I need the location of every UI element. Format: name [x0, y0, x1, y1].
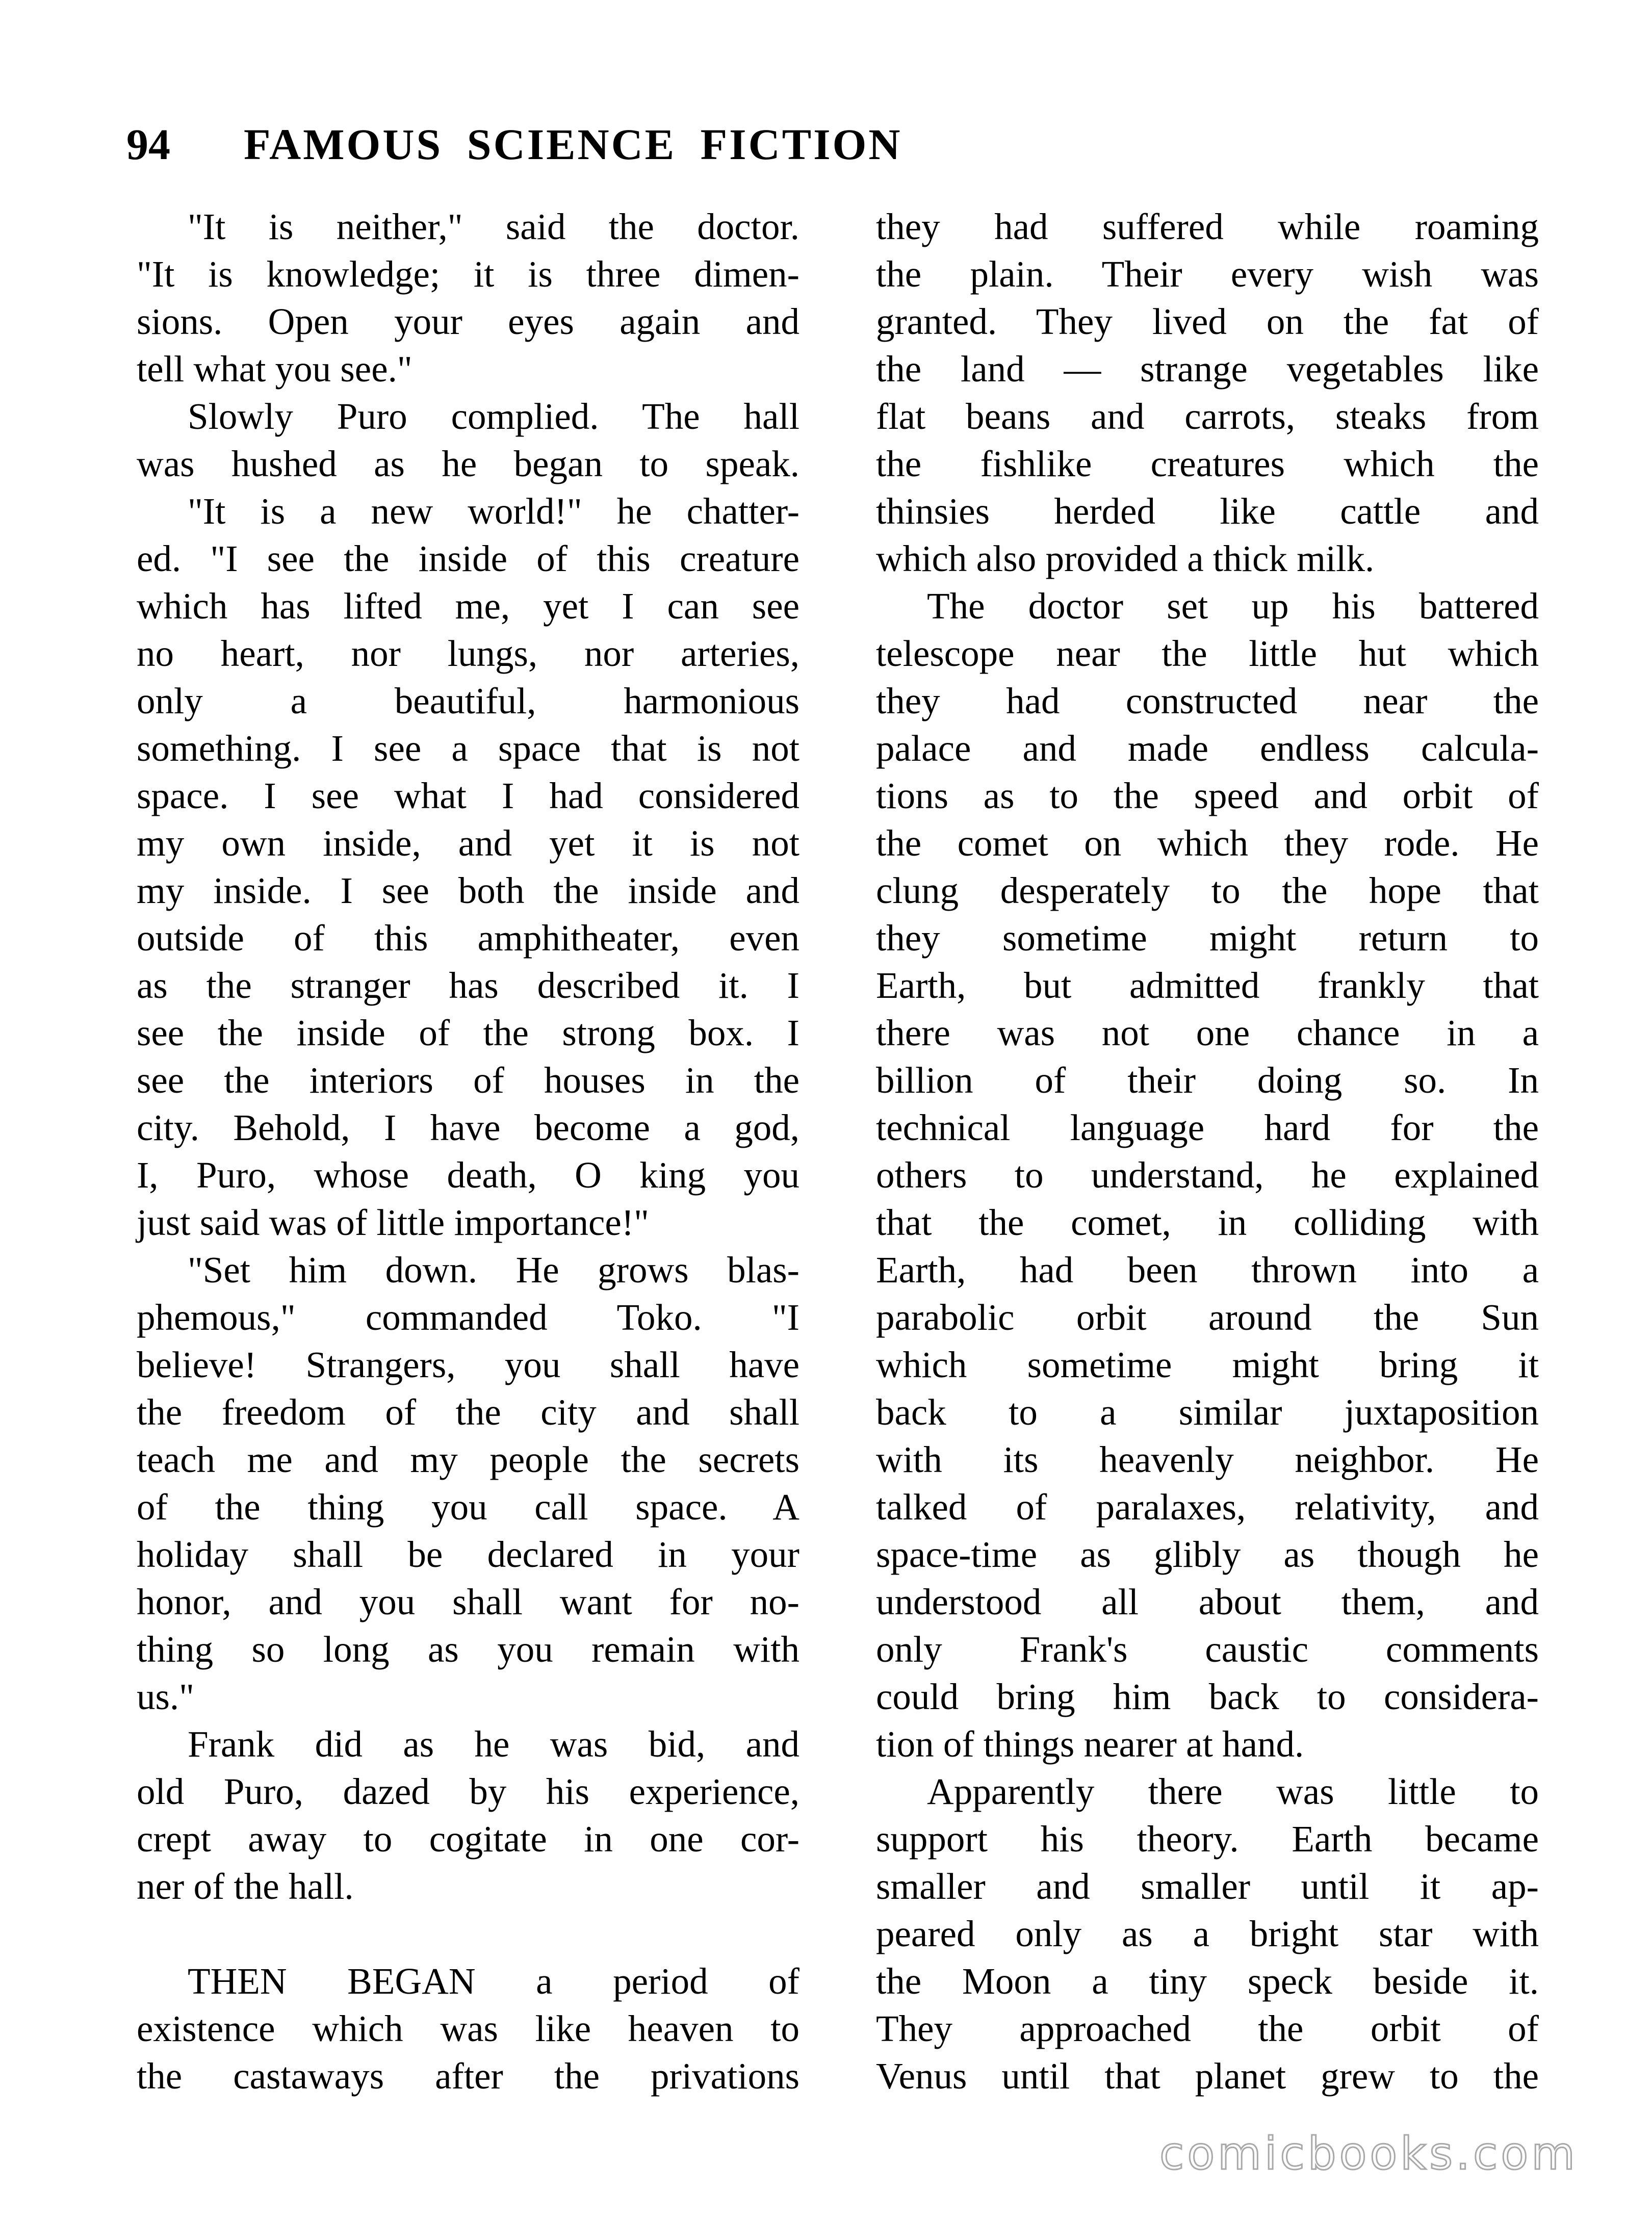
text-line: which has lifted me, yet I can see — [137, 585, 799, 627]
text-line: back to a similar juxtaposition — [876, 1391, 1539, 1433]
text-line: Apparently there was little to — [927, 1771, 1539, 1812]
text-line: existence which was like heaven to — [137, 2008, 799, 2049]
text-line: phemous," commanded Toko. "I — [137, 1297, 799, 1338]
section-break — [137, 1910, 799, 1957]
text-line: space-time as glibly as though he — [876, 1534, 1539, 1575]
text-line: "Set him down. He grows blas- — [188, 1249, 799, 1291]
text-line: the land — strange vegetables like — [876, 348, 1539, 390]
text-line: which also provided a thick milk. — [876, 538, 1375, 579]
page-number: 94 — [126, 120, 170, 169]
text-line: of the thing you call space. A — [137, 1486, 799, 1528]
text-line: holiday shall be declared in your — [137, 1534, 799, 1575]
text-line: clung desperately to the hope that — [876, 870, 1539, 911]
text-line: the castaways after the privations — [137, 2055, 799, 2097]
running-title: FAMOUS SCIENCE FICTION — [244, 120, 902, 169]
text-line: they had constructed near the — [876, 680, 1539, 721]
text-line: The doctor set up his battered — [927, 585, 1539, 627]
text-line: sions. Open your eyes again and — [137, 301, 799, 342]
text-line: something. I see a space that is not — [137, 728, 799, 769]
text-line: my own inside, and yet it is not — [137, 822, 799, 864]
text-line: I, Puro, whose death, O king you — [137, 1154, 799, 1196]
text-line: the plain. Their every wish was — [876, 253, 1539, 295]
left-column — [137, 203, 799, 2100]
text-line: thing so long as you remain with — [137, 1629, 799, 1670]
text-line: my inside. I see both the inside and — [137, 870, 799, 911]
site-watermark: comicbooks.com — [1159, 2127, 1578, 2180]
text-line: Slowly Puro complied. The hall — [188, 396, 799, 437]
text-line: palace and made endless calcula- — [876, 728, 1539, 769]
text-line: that the comet, in colliding with — [876, 1202, 1539, 1243]
text-line: talked of paralaxes, relativity, and — [876, 1486, 1539, 1528]
text-line: they had suffered while roaming — [876, 206, 1539, 247]
text-line: ner of the hall. — [137, 1866, 354, 1907]
text-line: only Frank's caustic comments — [876, 1629, 1539, 1670]
text-line: the freedom of the city and shall — [137, 1391, 799, 1433]
text-line: They approached the orbit of — [876, 2008, 1539, 2049]
text-line: thinsies herded like cattle and — [876, 491, 1539, 532]
text-line: see the inside of the strong box. I — [137, 1012, 799, 1053]
text-line: tion of things nearer at hand. — [876, 1723, 1304, 1765]
text-line: parabolic orbit around the Sun — [876, 1297, 1539, 1338]
text-line: "It is a new world!" he chatter- — [188, 491, 799, 532]
text-line: space. I see what I had considered — [137, 775, 799, 816]
text-line: they sometime might return to — [876, 917, 1539, 959]
text-line: technical language hard for the — [876, 1107, 1539, 1148]
text-line: billion of their doing so. In — [876, 1060, 1539, 1101]
text-line: Venus until that planet grew to the — [876, 2055, 1539, 2097]
text-line: the comet on which they rode. He — [876, 822, 1539, 864]
text-line: city. Behold, I have become a god, — [137, 1107, 799, 1148]
text-line: only a beautiful, harmonious — [137, 680, 799, 721]
text-line: could bring him back to considera- — [876, 1676, 1539, 1717]
text-line: "It is knowledge; it is three dimen- — [137, 253, 799, 295]
text-line: old Puro, dazed by his experience, — [137, 1771, 799, 1812]
text-line: as the stranger has described it. I — [137, 965, 799, 1006]
text-line: smaller and smaller until it ap- — [876, 1866, 1539, 1907]
text-line: the fishlike creatures which the — [876, 443, 1539, 484]
text-line: was hushed as he began to speak. — [137, 443, 799, 484]
text-line: believe! Strangers, you shall have — [137, 1344, 799, 1385]
text-line: peared only as a bright star with — [876, 1913, 1539, 1954]
text-line: telescope near the little hut which — [876, 633, 1539, 674]
text-line: honor, and you shall want for no- — [137, 1581, 799, 1622]
text-line: Earth, had been thrown into a — [876, 1249, 1539, 1291]
right-column — [876, 203, 1539, 2100]
text-line: with its heavenly neighbor. He — [876, 1439, 1539, 1480]
text-line: no heart, nor lungs, nor arteries, — [137, 633, 799, 674]
text-line: "It is neither," said the doctor. — [188, 206, 799, 247]
text-line: the Moon a tiny speck beside it. — [876, 1961, 1539, 2002]
text-line: see the interiors of houses in the — [137, 1060, 799, 1101]
text-line: tell what you see." — [137, 348, 412, 390]
text-line: others to understand, he explained — [876, 1154, 1539, 1196]
text-line: Frank did as he was bid, and — [188, 1723, 799, 1765]
text-line: there was not one chance in a — [876, 1012, 1539, 1053]
text-line: granted. They lived on the fat of — [876, 301, 1539, 342]
text-line: teach me and my people the secrets — [137, 1439, 799, 1480]
text-line: crept away to cogitate in one cor- — [137, 1818, 799, 1860]
text-line: flat beans and carrots, steaks from — [876, 396, 1539, 437]
text-line: which sometime might bring it — [876, 1344, 1539, 1385]
text-line: ed. "I see the inside of this creature — [137, 538, 799, 579]
text-line: tions as to the speed and orbit of — [876, 775, 1539, 816]
text-line: understood all about them, and — [876, 1581, 1539, 1622]
text-line: us." — [137, 1676, 194, 1717]
text-line: outside of this amphitheater, even — [137, 917, 799, 959]
text-line: THEN BEGAN a period of — [188, 1961, 799, 2002]
text-line: just said was of little importance!" — [137, 1202, 649, 1243]
text-line: support his theory. Earth became — [876, 1818, 1539, 1860]
text-line: Earth, but admitted frankly that — [876, 965, 1539, 1006]
